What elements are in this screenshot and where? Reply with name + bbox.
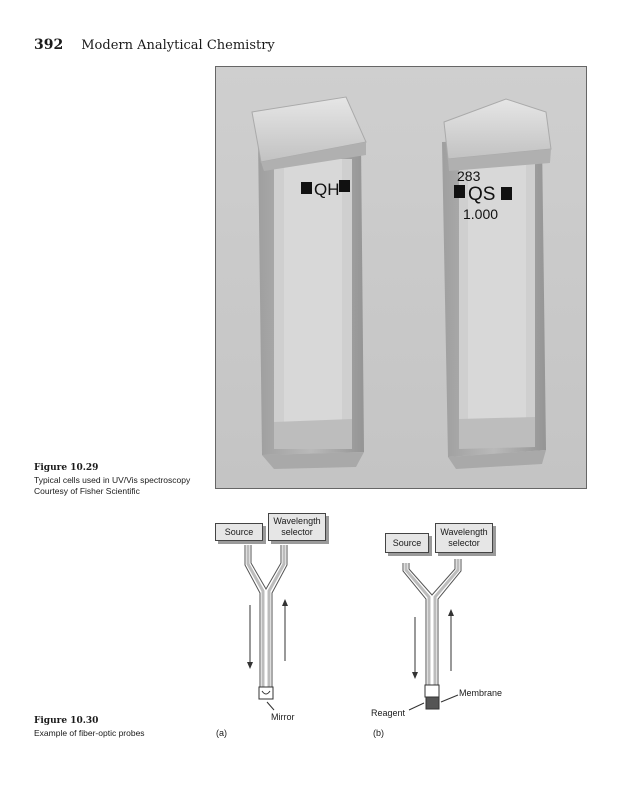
right-mark-square <box>454 185 465 198</box>
fiber-probe-diagram-b <box>365 505 535 745</box>
source-box: Source <box>215 523 263 541</box>
panel-label-a: (a) <box>216 728 227 738</box>
left-mark-square <box>339 180 350 192</box>
caption-text: Example of fiber-optic probes <box>34 728 145 738</box>
left-mark-square <box>301 182 312 194</box>
mirror-label: Mirror <box>271 712 295 722</box>
membrane-label: Membrane <box>459 688 503 698</box>
right-cell-mark: QS <box>468 184 496 205</box>
right-mark-square <box>501 187 512 200</box>
left-cell-mark: QH <box>314 180 340 199</box>
right-cell-number: 283 <box>457 168 481 184</box>
running-title: Modern Analytical Chemistry <box>81 38 275 53</box>
photo-credit: Courtesy of Fisher Scientific <box>34 486 140 496</box>
page-header <box>34 37 275 53</box>
figure-label: Figure 10.30 <box>34 716 99 726</box>
right-cuvette <box>442 99 551 469</box>
wavelength-selector-box: Wavelength selector <box>435 523 493 553</box>
fiber-probe-diagram-a <box>205 505 355 745</box>
page-number: 392 <box>34 37 64 53</box>
left-cuvette <box>252 97 366 469</box>
source-box: Source <box>385 533 429 553</box>
wavelength-selector-box: Wavelength selector <box>268 513 326 541</box>
figure-label: Figure 10.29 <box>34 463 99 473</box>
reagent-label: Reagent <box>371 708 406 718</box>
right-cell-pathlength: 1.000 <box>463 206 499 222</box>
figure-29-caption <box>34 463 190 497</box>
cuvettes-photo <box>215 66 587 489</box>
figure-30-caption <box>34 716 145 739</box>
panel-label-b: (b) <box>373 728 384 738</box>
caption-text: Typical cells used in UV/Vis spectroscopy <box>34 475 191 485</box>
